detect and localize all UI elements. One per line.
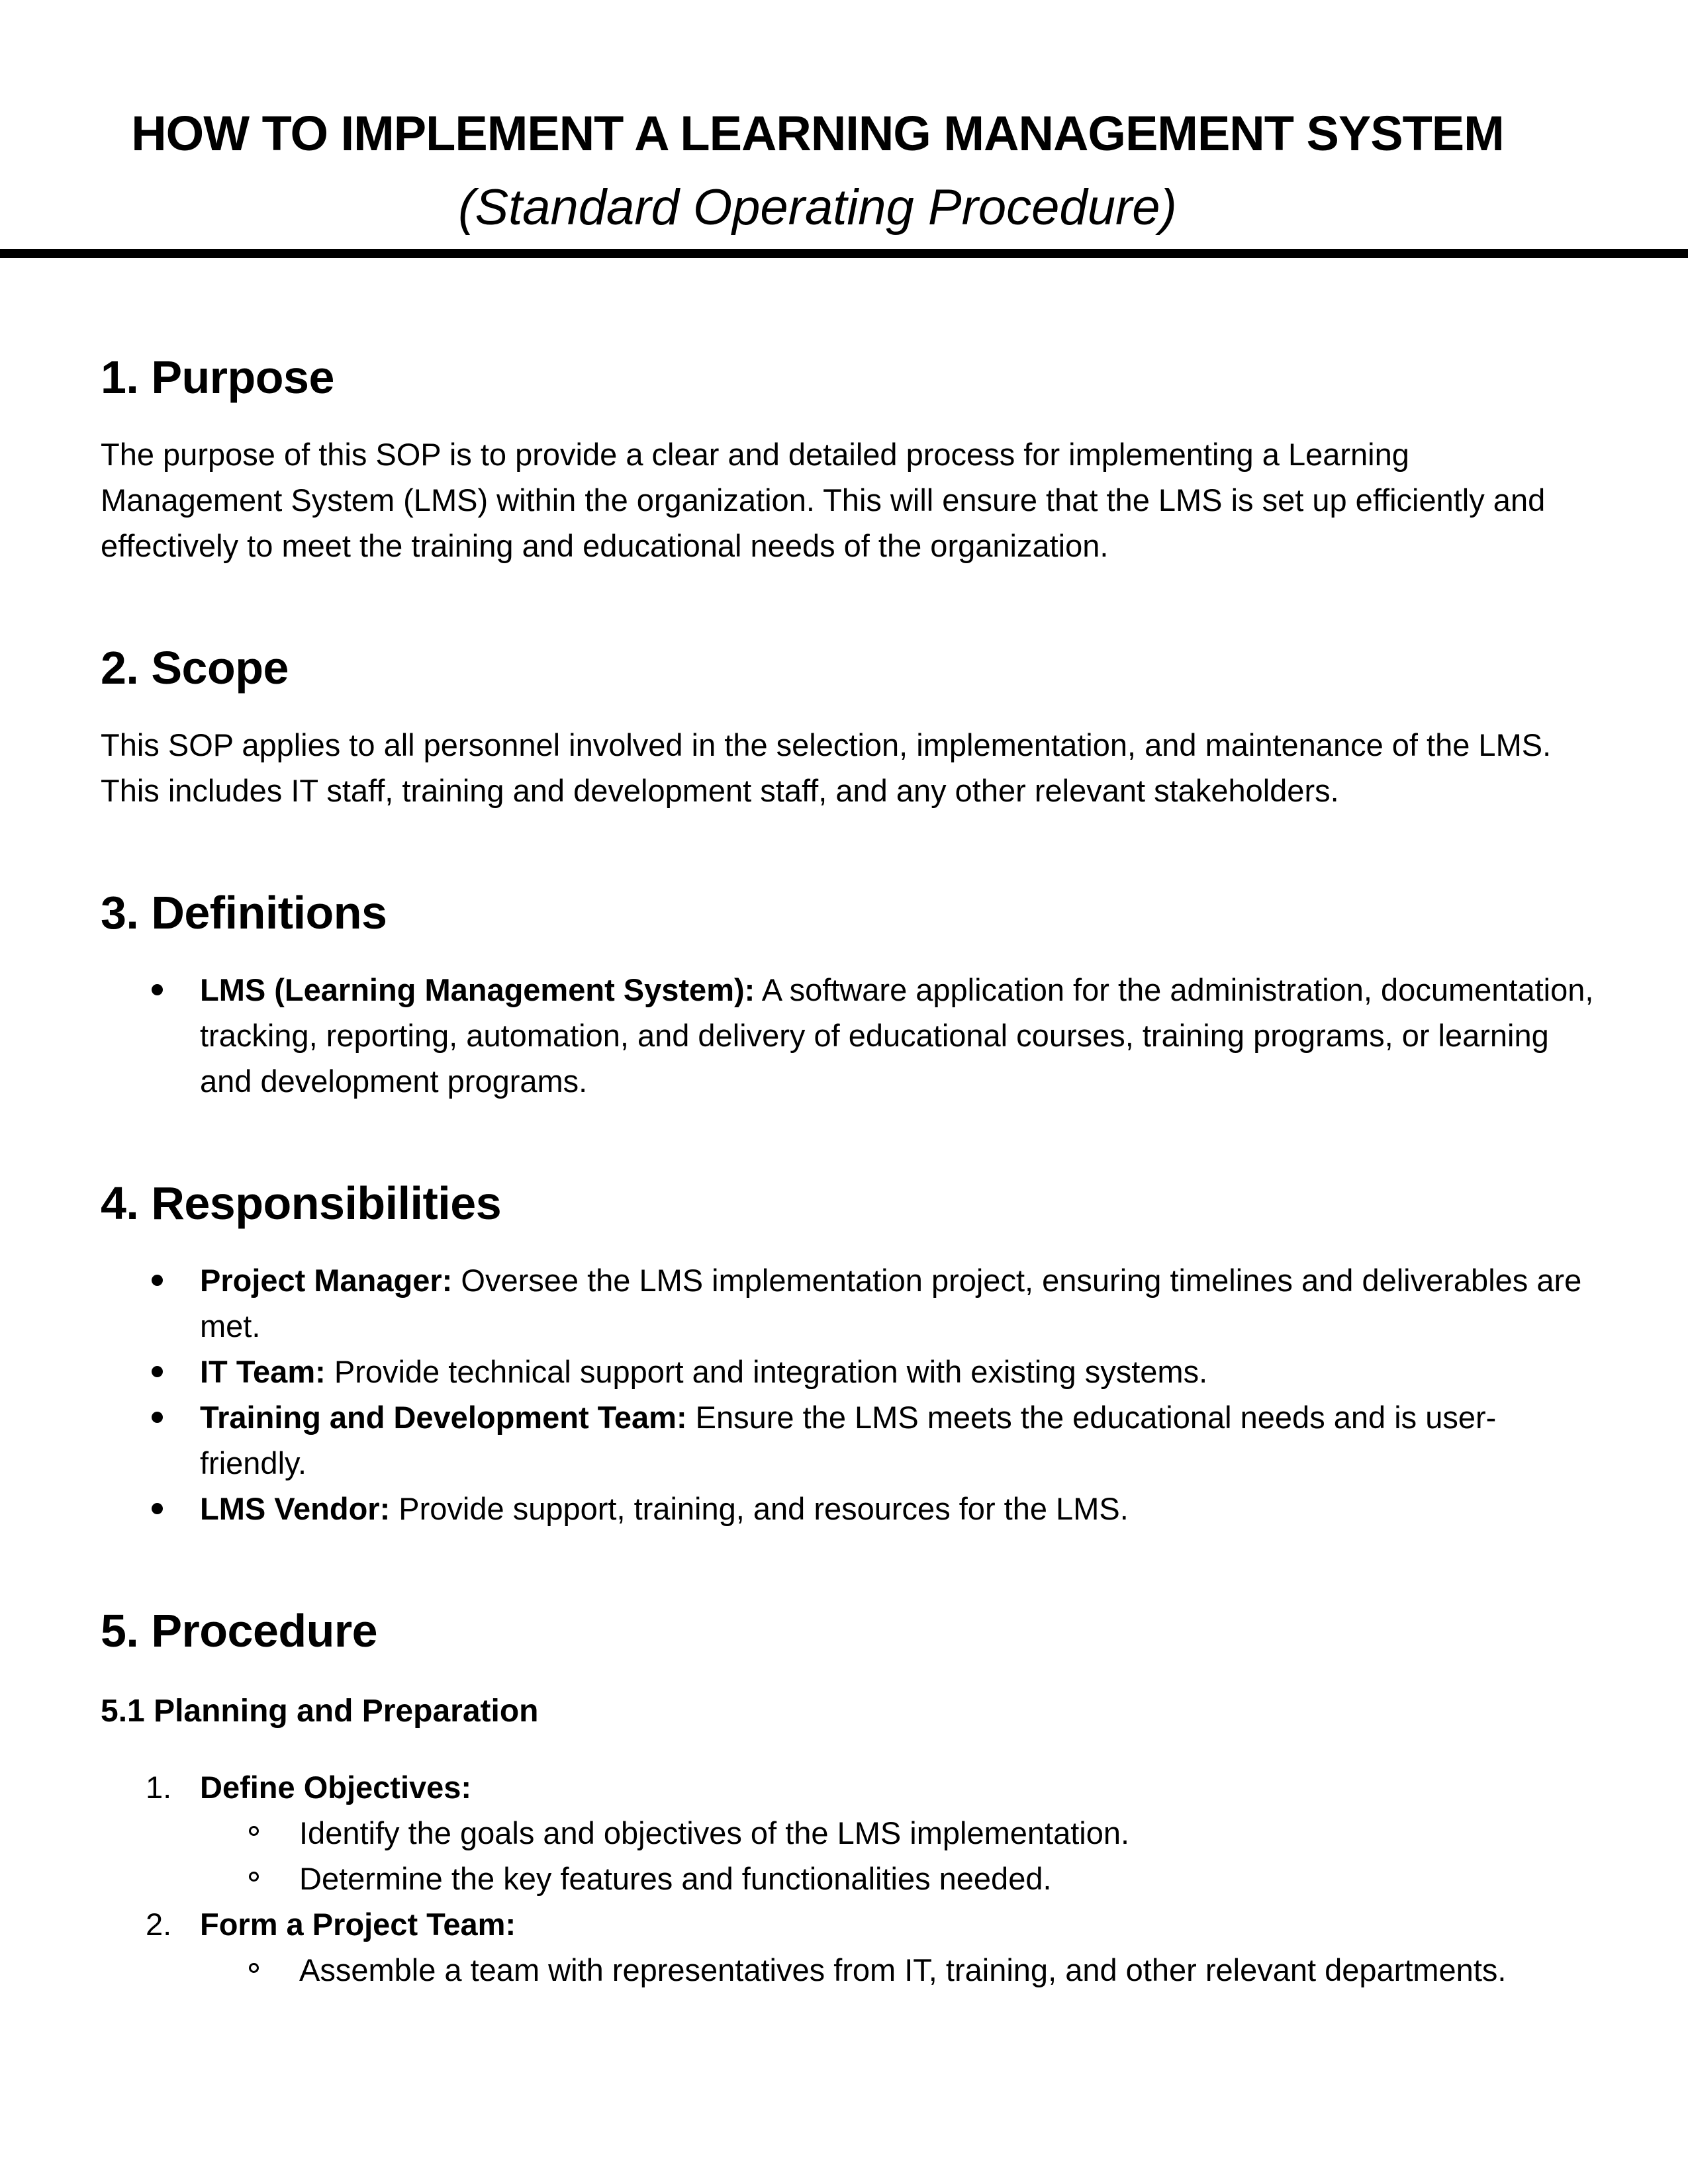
bullet-icon	[152, 1275, 163, 1286]
step-title: Define Objectives:	[200, 1770, 472, 1805]
responsibility-text: Provide technical support and integration with existing systems.	[325, 1354, 1208, 1389]
step-subitem-text: Determine the key features and functionalities needed.	[299, 1861, 1052, 1896]
step-subitem-text: Identify the goals and objectives of the LMS implementation.	[299, 1815, 1130, 1850]
definition-term: LMS (Learning Management System):	[200, 972, 755, 1007]
step-subitem-text: Assemble a team with representatives from IT, training, and other relevant departments.	[299, 1952, 1507, 1987]
section-scope	[101, 628, 1597, 813]
definition-text: A software application for the administration, documentation, tracking, reporting, automation, and delivery of educational courses, training programs, or learning and development programs.	[200, 972, 1594, 1099]
section-procedure	[101, 1591, 1597, 1993]
document-subtitle: (Standard Operating Procedure)	[458, 179, 1177, 236]
responsibility-text: Oversee the LMS implementation project, ensuring timelines and deliverables are met.	[200, 1263, 1582, 1343]
bullet-icon	[152, 1366, 163, 1377]
subsection-heading-planning: 5.1 Planning and Preparation	[101, 1694, 539, 1729]
responsibility-role: IT Team:	[200, 1354, 326, 1389]
responsibility-role: LMS Vendor:	[200, 1491, 391, 1526]
purpose-paragraph: The purpose of this SOP is to provide a clear and detailed process for implementing a Learning Management System (LMS) within the organization. This will ensure that the LMS is set up efficiently and effectively to meet the training and educational needs of the organization.	[101, 437, 1546, 563]
step-subitems	[200, 1947, 1597, 1993]
section-responsibilities	[101, 1163, 1597, 1531]
step-subitem	[200, 1810, 1597, 1856]
step-number: 1.	[146, 1770, 172, 1805]
document-body	[101, 338, 1597, 1993]
scope-paragraph: This SOP applies to all personnel involved in the selection, implementation, and maintenance of the LMS. This includes IT staff, training and development staff, and any other relevant stakeholders.	[101, 727, 1552, 808]
header-divider	[0, 249, 1688, 258]
responsibility-text: Provide support, training, and resources for the LMS.	[390, 1491, 1129, 1526]
section-heading-procedure: 5. Procedure	[101, 1605, 378, 1657]
step-subitems	[200, 1810, 1597, 1901]
procedure-step	[101, 1764, 1597, 1901]
section-heading-definitions: 3. Definitions	[101, 887, 387, 938]
responsibility-item	[101, 1257, 1597, 1349]
hollow-bullet-icon	[249, 1826, 259, 1836]
section-purpose	[101, 338, 1597, 569]
responsibility-item	[101, 1486, 1597, 1531]
definition-item	[101, 967, 1597, 1104]
step-number: 2.	[146, 1907, 172, 1942]
procedure-steps	[101, 1764, 1597, 1993]
bullet-icon	[152, 1412, 163, 1423]
section-definitions	[101, 873, 1597, 1104]
bullet-icon	[152, 1503, 163, 1514]
responsibility-role: Project Manager:	[200, 1263, 453, 1298]
responsibility-role: Training and Development Team:	[200, 1400, 687, 1435]
procedure-step	[101, 1901, 1597, 1993]
definitions-list	[101, 967, 1597, 1104]
responsibility-item	[101, 1349, 1597, 1394]
section-heading-responsibilities: 4. Responsibilities	[101, 1177, 502, 1229]
step-subitem	[200, 1947, 1597, 1993]
hollow-bullet-icon	[249, 1872, 259, 1882]
step-title: Form a Project Team:	[200, 1907, 516, 1942]
bullet-icon	[152, 984, 163, 995]
responsibilities-list	[101, 1257, 1597, 1531]
document-title: HOW TO IMPLEMENT A LEARNING MANAGEMENT SYSTEM	[131, 106, 1504, 161]
hollow-bullet-icon	[249, 1963, 259, 1973]
section-heading-purpose: 1. Purpose	[101, 351, 334, 403]
responsibility-text: Ensure the LMS meets the educational needs and is user-friendly.	[200, 1400, 1497, 1480]
step-subitem	[200, 1856, 1597, 1901]
section-heading-scope: 2. Scope	[101, 642, 289, 694]
responsibility-item	[101, 1394, 1597, 1486]
